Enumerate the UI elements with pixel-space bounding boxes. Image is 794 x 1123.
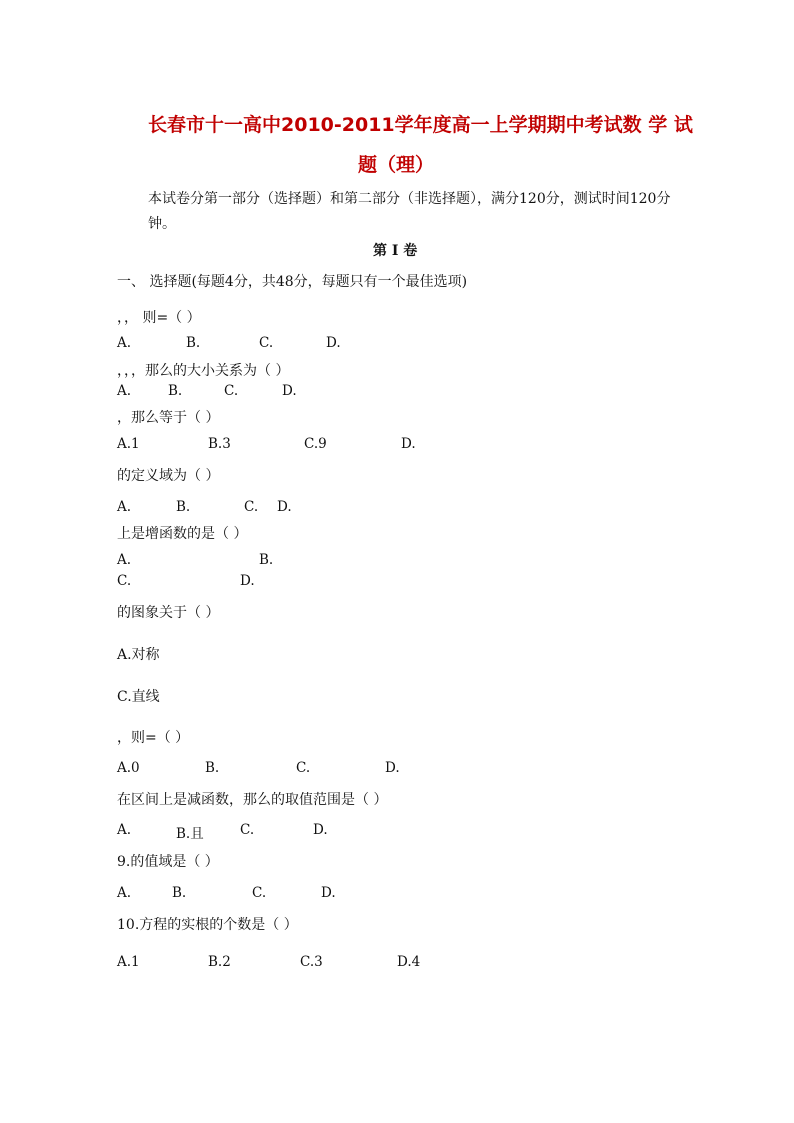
question-9-option-c: C. [252,885,267,901]
question-3-option-b: B.3 [208,436,231,452]
question-7-option-d: D. [385,760,400,776]
question-9-option-a: A. [117,885,132,901]
question-1-option-b: B. [186,335,201,351]
part-heading: 一、 选择题(每题4分，共48分，每题只有一个最佳选项) [117,274,468,290]
question-2-option-b: B. [168,383,183,399]
question-4-option-c: C. [244,499,259,515]
question-7-option-b: B. [205,760,220,776]
question-2-stem: ，，，那么的大小关系为（ ） [117,363,290,379]
section-title: 第 I 卷 [373,243,418,259]
title-line-1: 长春市十一高中2010-2011学年度高一上学期期中考试数 学 试 [148,114,693,136]
question-7-option-a: A.0 [117,760,140,776]
question-5-option-c: C. [117,573,132,589]
question-10-option-c: C.3 [300,954,323,970]
question-10-stem: 10.方程的实根的个数是（ ） [117,917,298,933]
question-4-option-d: D. [277,499,292,515]
intro-line-1: 本试卷分第一部分（选择题）和第二部分（非选择题），满分120分，测试时间120分 [148,191,671,207]
question-9-option-b: B. [172,885,187,901]
question-1-option-d: D. [326,335,341,351]
title-line-2: 题（理） [358,154,435,176]
question-6-option-c: C.直线 [117,689,160,705]
question-5-option-b: B. [259,552,274,568]
question-1-option-a: A. [117,335,132,351]
question-5-option-d: D. [240,573,255,589]
question-1-stem: ，， 则=（ ） [117,310,201,326]
question-3-option-c: C.9 [304,436,327,452]
question-10-option-b: B.2 [208,954,231,970]
intro-line-2: 钟。 [148,216,176,232]
question-4-option-a: A. [117,499,132,515]
question-8-stem: 在区间上是减函数，那么的取值范围是（ ） [117,792,388,808]
question-7-stem: ，则=（ ） [117,730,190,746]
question-8-option-b: B.且 [176,826,204,842]
question-2-option-c: C. [224,383,239,399]
question-10-option-a: A.1 [117,954,140,970]
question-7-option-c: C. [296,760,311,776]
question-3-stem: ，那么等于（ ） [117,410,220,426]
question-10-option-d: D.4 [397,954,421,970]
question-8-option-a: A. [117,822,132,838]
question-3-option-a: A.1 [117,436,140,452]
question-9-stem: 9.的值域是（ ） [117,854,219,870]
question-6-option-a: A.对称 [117,647,160,663]
question-2-option-a: A. [117,383,132,399]
question-5-stem: 上是增函数的是（ ） [117,526,248,542]
question-4-option-b: B. [176,499,191,515]
question-3-option-d: D. [401,436,416,452]
question-5-option-a: A. [117,552,132,568]
question-2-option-d: D. [282,383,297,399]
question-8-option-d: D. [313,822,328,838]
question-9-option-d: D. [321,885,336,901]
question-4-stem: 的定义域为（ ） [117,468,220,484]
question-1-option-c: C. [259,335,274,351]
question-6-stem: 的图象关于（ ） [117,605,220,621]
question-8-option-c: C. [240,822,255,838]
